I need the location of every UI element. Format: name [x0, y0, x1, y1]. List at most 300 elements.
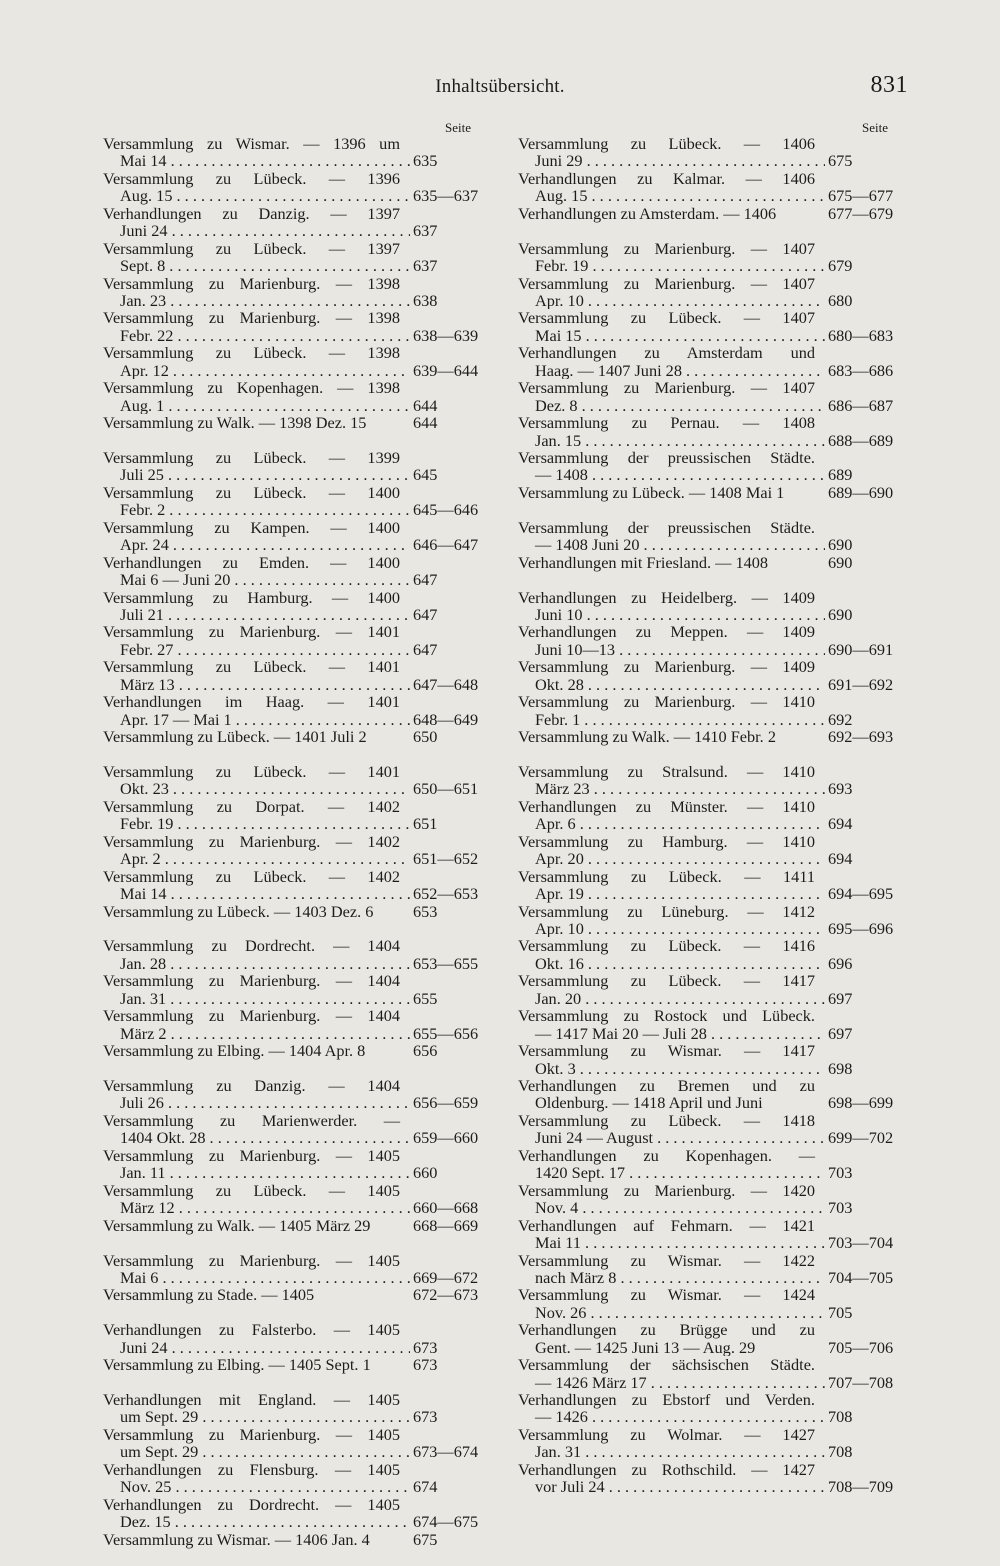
toc-entry-pages: 669—672	[413, 1267, 479, 1287]
toc-entry-title: Versammlung zu Stade. — 1405	[103, 1285, 315, 1305]
toc-entry	[95, 693, 500, 728]
toc-entry-title: Versammlung zu Lübeck. — 1407	[518, 308, 815, 328]
toc-entry	[95, 1391, 500, 1426]
toc-entry-title: Verhandlungen zu Meppen. — 1409	[518, 622, 815, 642]
toc-entry	[510, 519, 915, 554]
toc-entry-title: Versammlung zu Lübeck. — 1401 Juli 2	[103, 727, 367, 747]
toc-entry-date: Apr. 17 — Mai 1 . . .	[95, 711, 410, 728]
toc-entry-date: um Sept. 29 . . .	[95, 1443, 410, 1460]
toc-entry-pages: 689	[828, 465, 853, 485]
toc-entry-title: Verhandlungen zu Kalmar. — 1406	[518, 168, 815, 188]
toc-entry-title: Versammlung zu Lübeck. — 1416	[518, 936, 815, 956]
toc-entry	[510, 1112, 915, 1147]
toc-entry-title: Versammlung der preussischen Städte.	[518, 448, 815, 468]
toc-entry	[95, 135, 500, 170]
toc-entry-pages: 680—683	[828, 325, 894, 345]
toc-entry-title: Versammlung zu Wismar. — 1406 Jan. 4	[103, 1529, 370, 1549]
toc-entry-date: Mai 6 . . .	[95, 1269, 410, 1286]
toc-entry-pages: 675	[413, 1529, 438, 1549]
toc-entry-pages: 673	[413, 1407, 438, 1427]
toc-entry-pages: 672—673	[413, 1285, 479, 1305]
toc-entry-pages: 645—646	[413, 500, 479, 520]
toc-entry-title: Verhandlungen zu Falsterbo. — 1405	[103, 1320, 400, 1340]
toc-entry	[95, 903, 500, 938]
toc-entry-title: Versammlung zu Rostock und Lübeck.	[518, 1006, 815, 1026]
toc-entry-pages: 638—639	[413, 325, 479, 345]
toc-entry-pages: 655—656	[413, 1023, 479, 1043]
toc-entry-title: Versammlung zu Marienburg. — 1407	[518, 378, 815, 398]
toc-entry-date: Oldenburg. — 1418 April und Juni	[535, 1094, 763, 1112]
toc-entry	[510, 1461, 915, 1496]
toc-entry-pages: 690	[828, 552, 853, 572]
toc-entry-date: Febr. 19 . . .	[510, 257, 825, 274]
toc-entry-pages: 647	[413, 639, 438, 659]
toc-entry-pages: 668—669	[413, 1215, 479, 1235]
toc-entry	[95, 1217, 500, 1252]
toc-entry-date: Gent. — 1425 Juni 13 — Aug. 29	[535, 1338, 756, 1357]
toc-entry	[95, 868, 500, 903]
toc-entry-date: — 1426 März 17 . . .	[510, 1374, 825, 1391]
toc-entry-title: Versammlung zu Wismar. — 1424	[518, 1285, 815, 1305]
toc-entry-date: Juli 21 . . .	[95, 606, 410, 623]
toc-entry-title: Verhandlungen zu Ebstorf und Verden.	[518, 1390, 815, 1410]
toc-entry-pages: 703	[828, 1163, 853, 1183]
toc-entry-date: Dez. 15 . . .	[95, 1513, 410, 1530]
toc-entry	[510, 1391, 915, 1426]
toc-entry-title: Verhandlungen zu Münster. — 1410	[518, 796, 815, 816]
toc-entry-title: Verhandlungen zu Danzig. — 1397	[103, 203, 400, 223]
toc-entry	[510, 344, 915, 379]
toc-entry-pages: 677—679	[828, 203, 894, 223]
toc-entry-date: nach März 8 . . .	[510, 1269, 825, 1286]
toc-entry-pages: 638	[413, 290, 438, 310]
toc-entry-pages: 708	[828, 1442, 853, 1462]
toc-entry-title: Versammlung zu Lübeck. — 1406	[518, 134, 815, 153]
toc-entry-date: Nov. 25 . . .	[95, 1478, 410, 1495]
toc-entry-title: Versammlung zu Wismar. — 1422	[518, 1250, 815, 1270]
toc-entry-title: Versammlung zu Marienwerder. —	[103, 1110, 400, 1130]
toc-entries-left	[95, 135, 500, 1566]
toc-entry-date: Apr. 10 . . .	[510, 920, 825, 937]
toc-entry	[510, 484, 915, 519]
toc-entry-title: Versammlung zu Lübeck. — 1401	[103, 762, 400, 782]
toc-entry	[510, 868, 915, 903]
toc-entry	[95, 309, 500, 344]
toc-entry-pages: 674	[413, 1477, 438, 1497]
toc-entry-date: 1404 Okt. 28 . . .	[95, 1129, 410, 1146]
toc-entry-pages: 637	[413, 256, 438, 276]
toc-entry	[95, 1112, 500, 1147]
toc-entry-pages: 644	[413, 413, 438, 433]
toc-entry-pages: 698	[828, 1058, 853, 1078]
toc-entry	[95, 658, 500, 693]
toc-entry-date: Juni 10—13 . . .	[510, 641, 825, 658]
toc-entry-title: Verhandlungen zu Brügge und zu	[518, 1320, 815, 1340]
toc-entry-pages: 647	[413, 604, 438, 624]
toc-entry-date: Jan. 31 . . .	[95, 990, 410, 1007]
toc-entry-title: Versammlung zu Marienburg. — 1410	[518, 692, 815, 712]
toc-entry	[510, 658, 915, 693]
toc-entry	[95, 205, 500, 240]
toc-entry	[95, 484, 500, 519]
toc-entry-pages: 705	[828, 1302, 853, 1322]
toc-entry-title: Versammlung zu Lüneburg. — 1412	[518, 901, 815, 921]
toc-entry	[95, 170, 500, 205]
toc-entry	[95, 1461, 500, 1496]
toc-entry-date: Febr. 22 . . .	[95, 327, 410, 344]
toc-entry-title: Versammlung zu Pernau. — 1408	[518, 413, 815, 433]
toc-entry-date: um Sept. 29 . . .	[95, 1408, 410, 1425]
toc-entry-date: Juni 24 . . .	[95, 1339, 410, 1356]
toc-entry-pages: 705—706	[828, 1337, 894, 1357]
toc-entry-date: Nov. 4 . . .	[510, 1199, 825, 1216]
toc-entry-date: — 1408 . . .	[510, 466, 825, 483]
toc-entry-title: Versammlung zu Wolmar. — 1427	[518, 1424, 815, 1444]
toc-entry-pages: 635—637	[413, 186, 479, 206]
toc-entry-date: Aug. 15 . . .	[510, 187, 825, 204]
toc-entry-date: Mai 6 — Juni 20 . . .	[95, 571, 410, 588]
toc-entry-pages: 651—652	[413, 849, 479, 869]
toc-entry-pages: 656—659	[413, 1093, 479, 1113]
toc-entry-title: Versammlung zu Lübeck. — 1397	[103, 238, 400, 258]
toc-entry-pages: 686—687	[828, 395, 894, 415]
toc-entry	[95, 1531, 500, 1566]
toc-entry-pages: 637	[413, 221, 438, 241]
toc-entry	[95, 379, 500, 414]
toc-entry-date: Haag. — 1407 Juni 28 . . .	[510, 362, 825, 379]
toc-entry-date: Mai 11 . . .	[510, 1234, 825, 1251]
toc-entry-pages: 673	[413, 1355, 438, 1375]
toc-entry-title: Verhandlungen zu Kopenhagen. —	[518, 1145, 815, 1165]
toc-entry-date: Jan. 11 . . .	[95, 1164, 410, 1181]
toc-entry	[95, 589, 500, 624]
toc-entry-title: Verhandlungen zu Amsterdam. — 1406	[518, 203, 777, 223]
toc-entry-date: vor Juli 24 . . .	[510, 1478, 825, 1495]
toc-entry-pages: 655	[413, 988, 438, 1008]
toc-entry-date: Juli 25 . . .	[95, 466, 410, 483]
toc-entry-pages: 708—709	[828, 1477, 894, 1497]
toc-entry-date: Juni 29 . . .	[510, 152, 825, 169]
toc-entries-right	[510, 135, 915, 1496]
toc-entry-pages: 679	[828, 256, 853, 276]
running-header-title: Inhaltsübersicht.	[435, 76, 565, 97]
toc-entry-date: Mai 15 . . .	[510, 327, 825, 344]
toc-entry-pages: 703	[828, 1198, 853, 1218]
toc-entry-pages: 694	[828, 849, 853, 869]
toc-entry-date: Jan. 28 . . .	[95, 955, 410, 972]
toc-entry-pages: 697	[828, 988, 853, 1008]
toc-entry-pages: 698—699	[828, 1093, 894, 1113]
toc-entry-date: Aug. 1 . . .	[95, 397, 410, 414]
toc-entry-date: Febr. 19 . . .	[95, 815, 410, 832]
toc-entry-title: Versammlung zu Marienburg. — 1404	[103, 971, 400, 991]
toc-entry	[95, 240, 500, 275]
toc-entry-date: Okt. 3 . . .	[510, 1060, 825, 1077]
toc-entry-date: Mai 14 . . .	[95, 885, 410, 902]
toc-entry	[510, 1321, 915, 1356]
toc-entry-title: Versammlung zu Marienburg. — 1401	[103, 622, 400, 642]
toc-entry	[510, 1007, 915, 1042]
toc-entry	[95, 1321, 500, 1356]
toc-entry	[95, 1042, 500, 1077]
seite-column-label: Seite	[862, 120, 888, 135]
toc-entry-date: Okt. 23 . . .	[95, 780, 410, 797]
toc-entry-pages: 674—675	[413, 1512, 479, 1532]
toc-entry-pages: 644	[413, 395, 438, 415]
toc-entry-pages: 673—674	[413, 1442, 479, 1462]
toc-entry-title: Versammlung zu Marienburg. — 1407	[518, 238, 815, 258]
toc-entry	[95, 1147, 500, 1182]
toc-entry	[510, 972, 915, 1007]
toc-entry-pages: 708	[828, 1407, 853, 1427]
toc-entry-title: Versammlung zu Lübeck. — 1402	[103, 866, 400, 886]
toc-entry-date: Dez. 8 . . .	[510, 397, 825, 414]
toc-entry-date: Jan. 31 . . .	[510, 1443, 825, 1460]
toc-entry	[510, 589, 915, 624]
toc-entry	[510, 309, 915, 344]
toc-entry-title: Versammlung zu Marienburg. — 1405	[103, 1145, 400, 1165]
toc-entry-date: Febr. 2 . . .	[95, 501, 410, 518]
toc-entry-date: März 13 . . .	[95, 676, 410, 693]
toc-entry-title: Versammlung zu Wismar. — 1396 um	[103, 134, 400, 153]
toc-entry-title: Versammlung zu Lübeck. — 1417	[518, 971, 815, 991]
toc-entry-title: Verhandlungen auf Fehmarn. — 1421	[518, 1215, 815, 1235]
toc-entry-date: Mai 14 . . .	[95, 152, 410, 169]
toc-entry-date: Apr. 19 . . .	[510, 885, 825, 902]
toc-entry-pages: 690—691	[828, 639, 894, 659]
toc-entry-title: Verhandlungen im Haag. — 1401	[103, 692, 400, 712]
toc-entry	[510, 1042, 915, 1077]
toc-entry-pages: 651	[413, 814, 438, 834]
toc-entry	[95, 1182, 500, 1217]
toc-entry-title: Versammlung zu Lübeck. — 1401	[103, 657, 400, 677]
toc-entry	[95, 1007, 500, 1042]
toc-entry-title: Versammlung zu Lübeck. — 1405	[103, 1180, 400, 1200]
toc-entry-title: Versammlung zu Hamburg. — 1410	[518, 831, 815, 851]
toc-entry	[510, 623, 915, 658]
toc-entry-pages: 646—647	[413, 535, 479, 555]
toc-entry	[95, 554, 500, 589]
toc-entry-title: Versammlung zu Dorpat. — 1402	[103, 796, 400, 816]
toc-entry-date: März 2 . . .	[95, 1025, 410, 1042]
toc-entry-pages: 693	[828, 779, 853, 799]
toc-entry-title: Versammlung zu Stralsund. — 1410	[518, 762, 815, 782]
toc-entry-pages: 673	[413, 1337, 438, 1357]
toc-entry-title: Versammlung zu Marienburg. — 1398	[103, 308, 400, 328]
toc-entry-pages: 695—696	[828, 918, 894, 938]
toc-entry	[510, 1426, 915, 1461]
toc-entry-pages: 653	[413, 901, 438, 921]
toc-entry-title: Versammlung zu Marienburg. — 1405	[103, 1250, 400, 1270]
toc-entry	[95, 798, 500, 833]
toc-entry-date: Okt. 28 . . .	[510, 676, 825, 693]
toc-entry-title: Verhandlungen zu Heidelberg. — 1409	[518, 587, 815, 607]
toc-entry-title: Versammlung zu Lübeck. — 1396	[103, 168, 400, 188]
toc-entry-title: Versammlung zu Marienburg. — 1402	[103, 831, 400, 851]
toc-entry-title: Versammlung zu Marienburg. — 1398	[103, 273, 400, 293]
toc-entry-title: Versammlung zu Danzig. — 1404	[103, 1076, 400, 1096]
toc-entry-date: Juni 24 . . .	[95, 222, 410, 239]
toc-entry-date: Sept. 8 . . .	[95, 257, 410, 274]
toc-entry-pages: 688—689	[828, 430, 894, 450]
toc-entry	[95, 1426, 500, 1461]
toc-entry-date: März 12 . . .	[95, 1199, 410, 1216]
toc-entry-title: Versammlung zu Marienburg. — 1404	[103, 1006, 400, 1026]
toc-entry	[95, 763, 500, 798]
toc-entry-title: Versammlung zu Marienburg. — 1409	[518, 657, 815, 677]
toc-entry-date: März 23 . . .	[510, 780, 825, 797]
toc-entry-date: Febr. 1 . . .	[510, 711, 825, 728]
toc-entry-title: Versammlung zu Marienburg. — 1420	[518, 1180, 815, 1200]
toc-entry-date: Juni 24 — August . . .	[510, 1129, 825, 1146]
toc-entry-date: Jan. 23 . . .	[95, 292, 410, 309]
toc-entry-pages: 650	[413, 727, 438, 747]
toc-entry-title: Versammlung zu Lübeck. — 1408 Mai 1	[518, 482, 785, 502]
toc-entry-date: Juli 26 . . .	[95, 1094, 410, 1111]
toc-entry-pages: 694—695	[828, 884, 894, 904]
toc-entry-date: — 1408 Juni 20 . . .	[510, 536, 825, 553]
toc-entry-title: Versammlung zu Marienburg. — 1407	[518, 273, 815, 293]
toc-entry	[510, 693, 915, 728]
toc-entry-pages: 690	[828, 535, 853, 555]
toc-entry	[510, 170, 915, 205]
toc-entry-date: Apr. 10 . . .	[510, 292, 825, 309]
toc-entry-date: Okt. 16 . . .	[510, 955, 825, 972]
toc-entry	[510, 379, 915, 414]
toc-entry	[95, 1496, 500, 1531]
toc-entry-pages: 645	[413, 465, 438, 485]
toc-entry-title: Versammlung zu Elbing. — 1405 Sept. 1	[103, 1355, 371, 1375]
toc-entry-date: Apr. 2 . . .	[95, 850, 410, 867]
toc-entry-pages: 660	[413, 1163, 438, 1183]
toc-entry-pages: 696	[828, 953, 853, 973]
toc-entry-date: Apr. 24 . . .	[95, 536, 410, 553]
toc-entry-title: Verhandlungen zu Amsterdam und	[518, 343, 815, 363]
toc-entry-title: Verhandlungen zu Emden. — 1400	[103, 552, 400, 572]
toc-entry	[510, 1182, 915, 1217]
toc-entry-title: Verhandlungen zu Rothschild. — 1427	[518, 1459, 815, 1479]
toc-entry-title: Verhandlungen zu Bremen und zu	[518, 1076, 815, 1096]
toc-entry-date: Apr. 20 . . .	[510, 850, 825, 867]
toc-entry-title: Versammlung zu Hamburg. — 1400	[103, 587, 400, 607]
toc-entry-pages: 647—648	[413, 674, 479, 694]
toc-entry-title: Versammlung zu Kopenhagen. — 1398	[103, 378, 400, 398]
toc-entry	[510, 449, 915, 484]
toc-entry-pages: 692	[828, 709, 853, 729]
toc-entry	[510, 1356, 915, 1391]
toc-entry-title: Versammlung zu Kampen. — 1400	[103, 517, 400, 537]
toc-entry-title: Versammlung zu Lübeck. — 1418	[518, 1110, 815, 1130]
toc-entry	[95, 414, 500, 449]
toc-entry-title: Verhandlungen mit England. — 1405	[103, 1390, 400, 1410]
toc-entry-title: Versammlung zu Elbing. — 1404 Apr. 8	[103, 1041, 366, 1061]
toc-entry	[95, 972, 500, 1007]
toc-entry-pages: 659—660	[413, 1128, 479, 1148]
toc-entry	[95, 623, 500, 658]
toc-entry-title: Verhandlungen mit Friesland. — 1408	[518, 552, 769, 572]
toc-entry	[510, 275, 915, 310]
toc-entry	[510, 728, 915, 763]
toc-entry-pages: 656	[413, 1041, 438, 1061]
toc-entry-date: Apr. 6 . . .	[510, 815, 825, 832]
toc-entry	[510, 1286, 915, 1321]
toc-entry-pages: 704—705	[828, 1267, 894, 1287]
toc-entry-title: Versammlung zu Lübeck. — 1403 Dez. 6	[103, 901, 374, 921]
toc-entry-pages: 697	[828, 1023, 853, 1043]
toc-entry-pages: 692—693	[828, 727, 894, 747]
toc-entry	[510, 1147, 915, 1182]
toc-entry	[510, 135, 915, 170]
toc-entry-title: Versammlung zu Wismar. — 1417	[518, 1041, 815, 1061]
toc-entry-pages: 660—668	[413, 1198, 479, 1218]
toc-entry-date: Febr. 27 . . .	[95, 641, 410, 658]
toc-entry-date: Jan. 15 . . .	[510, 432, 825, 449]
toc-entry	[510, 205, 915, 240]
toc-entry	[95, 833, 500, 868]
toc-entry-title: Versammlung zu Walk. — 1398 Dez. 15	[103, 413, 367, 433]
toc-entry-title: Versammlung zu Lübeck. — 1400	[103, 482, 400, 502]
toc-entry-pages: 694	[828, 814, 853, 834]
toc-entry-pages: 639—644	[413, 360, 479, 380]
toc-entry	[510, 903, 915, 938]
toc-entry-title: Versammlung zu Walk. — 1405 März 29	[103, 1215, 371, 1235]
toc-entry-title: Versammlung zu Lübeck. — 1411	[518, 866, 815, 886]
toc-entry-pages: 635	[413, 151, 438, 171]
toc-entry-pages: 675—677	[828, 186, 894, 206]
toc-entry-pages: 691—692	[828, 674, 894, 694]
toc-entry	[510, 1077, 915, 1112]
toc-entry-pages: 703—704	[828, 1233, 894, 1252]
toc-entry	[95, 519, 500, 554]
toc-entry-pages: 675	[828, 151, 853, 171]
toc-entry-title: Versammlung zu Dordrecht. — 1404	[103, 936, 400, 956]
toc-entry-pages: 648—649	[413, 709, 479, 729]
toc-entry	[510, 833, 915, 868]
toc-entry-title: Versammlung zu Marienburg. — 1405	[103, 1424, 400, 1444]
toc-entry-title: Verhandlungen zu Flensburg. — 1405	[103, 1459, 400, 1479]
toc-entry	[510, 554, 915, 589]
toc-entry	[95, 1252, 500, 1287]
toc-entry-pages: 690	[828, 604, 853, 624]
toc-entry	[95, 1077, 500, 1112]
toc-entry-date: Juni 10 . . .	[510, 606, 825, 623]
toc-entry-date: Apr. 12 . . .	[95, 362, 410, 379]
toc-entry	[95, 344, 500, 379]
toc-entry-pages: 689—690	[828, 482, 894, 502]
toc-entry-title: Versammlung der preussischen Städte.	[518, 517, 815, 537]
toc-entry	[95, 1356, 500, 1391]
toc-entry-pages: 652—653	[413, 884, 479, 904]
toc-entry-date: Aug. 15 . . .	[95, 187, 410, 204]
seite-column-label: Seite	[445, 120, 471, 135]
toc-entry-title: Versammlung zu Walk. — 1410 Febr. 2	[518, 727, 776, 747]
toc-entry	[95, 728, 500, 763]
toc-entry-date: — 1426 . . .	[510, 1408, 825, 1425]
toc-entry	[95, 937, 500, 972]
toc-entry	[510, 414, 915, 449]
toc-entry	[95, 275, 500, 310]
toc-entry-pages: 699—702	[828, 1128, 894, 1148]
toc-entry	[510, 937, 915, 972]
toc-entry	[95, 449, 500, 484]
toc-entry-title: Versammlung zu Lübeck. — 1398	[103, 343, 400, 363]
toc-entry-pages: 653—655	[413, 953, 479, 973]
toc-entry-pages: 707—708	[828, 1372, 894, 1392]
toc-entry-title: Versammlung der sächsischen Städte.	[518, 1355, 815, 1375]
toc-entry	[510, 798, 915, 833]
toc-entry-title: Verhandlungen zu Dordrecht. — 1405	[103, 1494, 400, 1514]
toc-entry-pages: 650—651	[413, 779, 479, 799]
